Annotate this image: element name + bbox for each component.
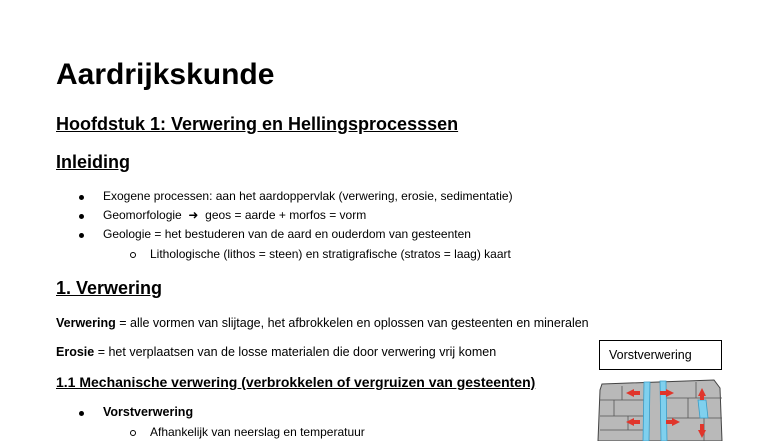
list-item-label: Geomorfologie	[103, 208, 182, 222]
bullet-dot	[79, 214, 84, 219]
bullet-dot	[79, 411, 84, 416]
definition-text: = het verplaatsen van de losse materialen die door verwering vrij komen	[94, 345, 497, 359]
subsection-heading-mechanisch: 1.1 Mechanische verwering (verbrokkelen of vergruizen van gesteenten)	[56, 374, 536, 390]
definition-verwering	[56, 316, 589, 330]
list-item-detail: geos = aarde + morfos = vorm	[205, 208, 367, 222]
frost-weathering-illustration	[596, 378, 726, 441]
list-item: Vorstverwering	[103, 405, 194, 419]
definition-text: = alle vormen van slijtage, het afbrokkelen en oplossen van gesteenten en mineralen	[115, 316, 589, 330]
list-item: Geologie = het bestuderen van de aard en ouderdom van gesteenten	[103, 227, 471, 241]
list-item	[103, 208, 366, 222]
sub-list-item: Lithologische (lithos = steen) en stratigrafische (stratos = laag) kaart	[150, 247, 511, 261]
definition-term: Erosie	[56, 345, 95, 359]
sub-list-item: Afhankelijk van neerslag en temperatuur	[150, 425, 365, 439]
definition-erosie	[56, 345, 496, 359]
intro-heading: Inleiding	[56, 152, 130, 172]
sub-bullet-circle	[130, 430, 136, 436]
section-heading-verwering: 1. Verwering	[56, 278, 163, 298]
sub-bullet-circle	[130, 252, 136, 258]
list-item: Exogene processen: aan het aardoppervlak (verwering, erosie, sedimentatie)	[103, 189, 513, 203]
arrow-right-icon: ➜	[185, 208, 202, 222]
definition-term: Verwering	[56, 316, 116, 330]
page-title: Aardrijkskunde	[56, 58, 275, 91]
bullet-dot	[79, 195, 84, 200]
chapter-heading: Hoofdstuk 1: Verwering en Hellingsprocesssen	[56, 114, 459, 134]
figure-caption-box: Vorstverwering	[599, 340, 722, 370]
bullet-dot	[79, 233, 84, 238]
